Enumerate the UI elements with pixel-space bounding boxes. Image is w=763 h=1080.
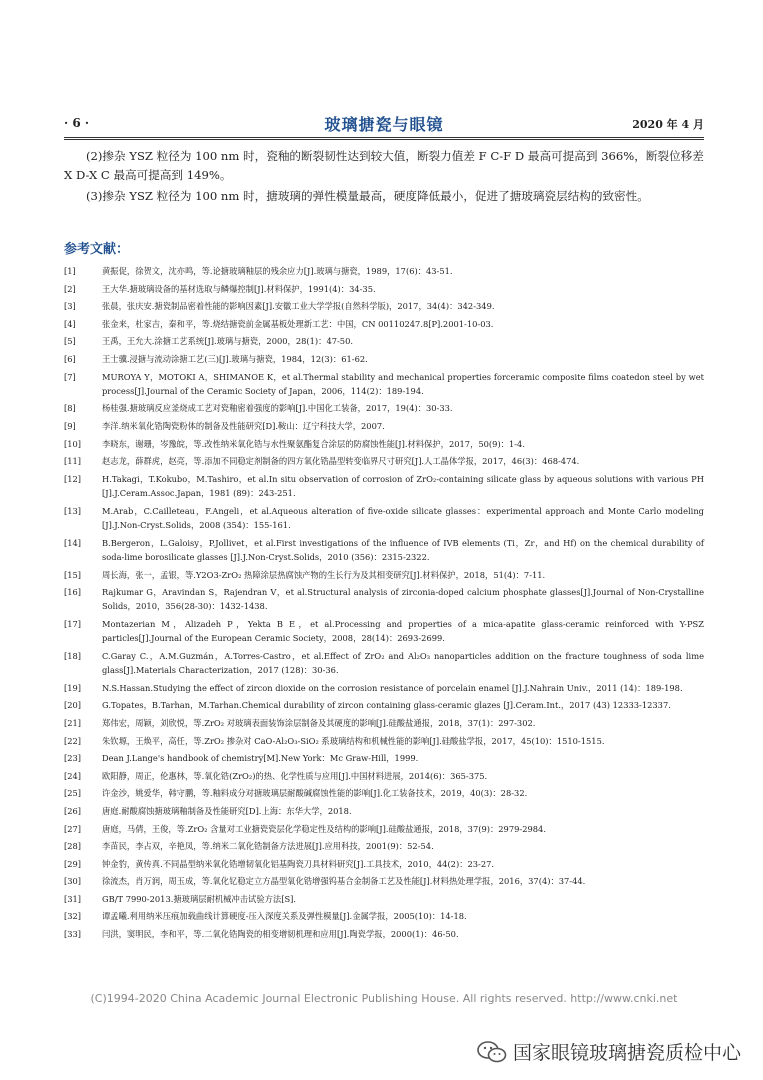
- reference-number: [8]: [64, 403, 76, 414]
- reference-text: Dean J.Lange's handbook of chemistry[M].New York：Mc Graw-Hill，1999.: [102, 753, 419, 764]
- reference-item: [64, 751, 704, 765]
- reference-number: [12]: [64, 473, 82, 484]
- reference-item: [64, 734, 704, 748]
- reference-text: N.S.Hassan.Studying the effect of zircon dioxide on the corrosion resistance of porcelain enamel [J].J.Nahrain Univ.，2011 (14)：189-198.: [102, 682, 683, 693]
- reference-item: [64, 892, 704, 906]
- reference-text: Rajkumar G，Aravindan S，Rajendran V，et al.Structural analysis of zirconia-doped calcium phosphate glasses[J].Journal of Non-Crystalline Solids，2010，356(28-30)：1432-1438.: [102, 587, 704, 612]
- reference-number: [23]: [64, 753, 82, 764]
- reference-text: 唐庭，马倩，王俊，等.ZrO₂ 含量对工业搪瓷瓷层化学稳定性及结构的影响[J].硅酸盐通报，2018，37(9)：2979-2984.: [102, 823, 546, 834]
- journal-title: 玻璃搪瓷与眼镜: [324, 115, 444, 134]
- reference-text: 王士骥.浸搪与流动涂搪工艺(三)[J].玻璃与搪瓷，1984，12(3)：61-62.: [102, 353, 368, 364]
- reference-text: 谭孟曦.利用纳米压痕加载曲线计算硬度-压入深度关系及弹性模量[J].金属学报，2005(10)：14-18.: [102, 911, 467, 922]
- reference-number: [33]: [64, 929, 82, 940]
- reference-item: [64, 617, 704, 646]
- reference-item: [64, 716, 704, 730]
- reference-item: [64, 264, 704, 278]
- wechat-icon: [477, 1041, 507, 1063]
- reference-text: 欧阳静，周正，伦惠林，等.氧化锆(ZrO₂)的热、化学性质与应用[J].中国材料进展，2014(6)：365-375.: [102, 770, 488, 781]
- reference-number: [5]: [64, 336, 76, 347]
- reference-item: [64, 317, 704, 331]
- reference-text: 王大华.搪玻璃设备的基材选取与鳞爆控制[J].材料保护，1991(4)：34-35.: [102, 283, 376, 294]
- reference-number: [30]: [64, 876, 82, 887]
- reference-number: [25]: [64, 788, 82, 799]
- reference-item: [64, 419, 704, 433]
- reference-item: [64, 536, 704, 565]
- reference-text: 李苗民，李占双，辛艳凤，等.纳米二氧化锆制备方法进展[J].应用科技，2001(9)：52-54.: [102, 841, 434, 852]
- reference-list: [64, 264, 704, 945]
- reference-text: 李晓东，谢珊，岑豫皖，等.改性纳米氧化锆与水性聚氨酯复合涂层的防腐蚀性能[J].材料保护，2017，50(9)：1-4.: [102, 438, 525, 449]
- conclusion-paragraph-2: (2)掺杂 YSZ 粒径为 100 nm 时，瓷釉的断裂韧性达到较大值，断裂力值差 F C-F D 最高可提高到 366%，断裂位移差 X D-X C 最高可提高到 149%。: [64, 149, 704, 182]
- reference-item: [64, 839, 704, 853]
- reference-text: 赵志龙，薛群虎，赵亮，等.添加不同稳定剂制备的四方氧化锆晶型转变临界尺寸研究[J].人工晶体学报，2017，46(3)：468-474.: [102, 456, 580, 467]
- reference-text: 王禹，王允大.涂搪工艺系统[J].玻璃与搪瓷，2000，28(1)：47-50.: [102, 336, 353, 347]
- reference-text: MUROYA Y，MOTOKI A，SHIMANOE K，et al.Thermal stability and mechanical properties forceramic composite films coatedon steel by wet process[J].Journal of the Ceramic Society of Japan，2006，114(2)：189-194.: [102, 371, 704, 396]
- reference-number: [31]: [64, 893, 82, 904]
- reference-item: [64, 786, 704, 800]
- reference-item: [64, 472, 704, 501]
- reference-number: [32]: [64, 911, 82, 922]
- reference-item: [64, 769, 704, 783]
- reference-number: [2]: [64, 283, 76, 294]
- reference-item: [64, 352, 704, 366]
- page-number: · 6 ·: [64, 116, 90, 130]
- reference-number: [15]: [64, 569, 82, 580]
- reference-number: [1]: [64, 266, 76, 276]
- reference-number: [11]: [64, 456, 82, 467]
- reference-number: [4]: [64, 318, 76, 329]
- reference-number: [3]: [64, 301, 76, 312]
- reference-item: [64, 568, 704, 582]
- reference-text: G.Topates，B.Tarhan，M.Tarhan.Chemical durability of zircon containing glass-ceramic glazes [J].Ceram.Int.，2017 (43) 12333-12337.: [102, 700, 671, 711]
- reference-item: [64, 698, 704, 712]
- reference-number: [22]: [64, 735, 82, 746]
- reference-text: 闫洪，窦明民，李和平，等.二氧化锆陶瓷的相变增韧机理和应用[J].陶瓷学报，2000(1)：46-50.: [102, 929, 459, 940]
- reference-number: [27]: [64, 823, 82, 834]
- reference-item: [64, 454, 704, 468]
- reference-item: [64, 370, 704, 399]
- reference-number: [24]: [64, 770, 82, 781]
- reference-text: C.Garay C.，A.M.Guzmán，A.Torres-Castro，et al.Effect of ZrO₂ and Al₂O₃ nanoparticles addition on the fracture toughness of soda lime glass[J].Materials Characterization，2017 (128)：30-36.: [102, 650, 704, 676]
- reference-text: M.Arab，C.Cailleteau，F.Angeli，et al.Aqueous alteration of five-oxide silicate glasses：experimental approach and Monte Carlo modeling [J].J.Non-Cryst.Solids，2008 (354)：155-161.: [102, 505, 704, 531]
- reference-number: [13]: [64, 505, 82, 516]
- reference-item: [64, 282, 704, 296]
- reference-text: 张金来，杜家吉，秦和平，等.烧结搪瓷前金属基板处理新工艺：中国，CN 00110247.8[P].2001-10-03.: [102, 318, 494, 329]
- reference-number: [29]: [64, 858, 82, 869]
- reference-text: 杨桂强.搪玻璃反应釜烧成工艺对瓷釉密着强度的影响[J].中国化工装备，2017，19(4)：30-33.: [102, 403, 453, 414]
- reference-number: [9]: [64, 421, 76, 432]
- reference-item: [64, 649, 704, 678]
- reference-item: [64, 334, 704, 348]
- reference-text: H.Takagi，T.Kokubo，M.Tashiro，et al.In situ observation of corrosion of ZrO₂-containing silicate glass by aqueous solutions with various PH [J].J.Ceram.Assoc.Japan，1981 (89)：243-251.: [102, 473, 704, 499]
- reference-item: [64, 437, 704, 451]
- reference-item: [64, 804, 704, 818]
- reference-text: B.Bergeron，L.Galoisy，P.Jollivet，et al.First investigations of the influence of IVB elements (Ti，Zr，and Hf) on the chemical durability of soda-lime borosilicate glasses [J].J.Non-Cryst.Solids，2010 (356)：2315-2322.: [102, 537, 704, 562]
- reference-text: 周长海，张一，孟银，等.Y2O3-ZrO₂ 热障涂层热腐蚀产物的生长行为及其相变研究[J].材料保护，2018，51(4)：7-11.: [102, 569, 546, 580]
- reference-number: [19]: [64, 682, 82, 693]
- reference-item: [64, 927, 704, 941]
- reference-number: [17]: [64, 618, 82, 629]
- reference-text: 张晨，张庆安.搪瓷制品密着性能的影响因素[J].安徽工业大学学报(自然科学版)，2017，34(4)：342-349.: [102, 301, 495, 312]
- reference-number: [26]: [64, 805, 82, 816]
- reference-item: [64, 857, 704, 871]
- reference-text: 徐流杰，肖万润，周玉成，等.氧化钇稳定立方晶型氧化锆增强钨基合金制备工艺及性能[J].材料热处理学报，2016，37(4)：37-44.: [102, 876, 586, 887]
- reference-item: [64, 874, 704, 888]
- reference-item: [64, 681, 704, 695]
- reference-text: 李洋.纳米氧化锆陶瓷粉体的制备及性能研究[D].鞍山：辽宁科技大学，2007.: [102, 421, 385, 432]
- reference-number: [21]: [64, 717, 82, 728]
- reference-text: 唐庭.耐酸腐蚀搪玻璃釉制备及性能研究[D].上海：东华大学，2018.: [102, 805, 352, 816]
- reference-number: [28]: [64, 841, 82, 852]
- reference-text: 许金沙，姚爱华，韩守鹏，等.釉料成分对搪玻璃层耐酸碱腐蚀性能的影响[J].化工装备技术，2019，40(3)：28-32.: [102, 788, 528, 799]
- reference-item: [64, 822, 704, 836]
- page-header: [64, 112, 704, 134]
- header-rule-thin: [64, 139, 704, 140]
- reference-text: 郑伟宏，周颖，刘欣悦，等.ZrO₂ 对玻璃表面装饰涂层制备及其硬度的影响[J].硅酸盐通报，2018，37(1)：297-302.: [102, 717, 536, 728]
- reference-number: [6]: [64, 353, 76, 364]
- reference-text: 钟金豹，黄传真.不同晶型纳米氧化锆增韧氧化铝基陶瓷刀具材料研究[J].工具技术，2010，44(2)：23-27.: [102, 858, 495, 869]
- reference-item: [64, 401, 704, 415]
- watermark: [477, 1038, 741, 1065]
- reference-item: [64, 585, 704, 614]
- reference-number: [14]: [64, 537, 82, 548]
- reference-item: [64, 909, 704, 923]
- reference-number: [7]: [64, 371, 76, 382]
- reference-text: Montazerian M，Alizadeh P，Yekta B E，et al.Processing and properties of a mica-apatite glass-ceramic reinforced with Y-PSZ particles[J].Journal of the European Ceramic Society，2008，28(14)：2693-2699.: [102, 618, 704, 644]
- reference-text: 朱钦塬，王焕平，高任，等.ZrO₂ 掺杂对 CaO-Al₂O₃-SiO₂ 系玻璃结构和机械性能的影响[J].硅酸盐学报，2017，45(10)：1510-1515.: [102, 735, 605, 746]
- reference-text: GB/T 7990-2013.搪玻璃层耐机械冲击试验方法[S].: [102, 893, 297, 904]
- reference-item: [64, 504, 704, 533]
- copyright-notice: (C)1994-2020 China Academic Journal Electronic Publishing House. All rights reserved. http://www.cnki.net: [90, 992, 678, 1005]
- header-rule: [64, 137, 704, 138]
- reference-item: [64, 299, 704, 313]
- body-conclusions: [64, 147, 704, 208]
- reference-number: [10]: [64, 438, 82, 449]
- issue-date: 2020 年 4 月: [632, 118, 704, 131]
- reference-number: [18]: [64, 650, 82, 661]
- conclusion-paragraph-3: (3)掺杂 YSZ 粒径为 100 nm 时，搪玻璃的弹性模量最高，硬度降低最小，促进了搪玻璃瓷层结构的致密性。: [86, 189, 649, 203]
- reference-text: 黄振促，徐贺文，沈亦鸣，等.论搪玻璃釉层的残余应力[J].玻璃与搪瓷，1989，17(6)：43-51.: [102, 266, 453, 276]
- reference-number: [20]: [64, 700, 82, 711]
- reference-number: [16]: [64, 587, 82, 598]
- watermark-text: 国家眼镜玻璃搪瓷质检中心: [512, 1042, 741, 1064]
- references-heading: 参考文献：: [64, 242, 130, 257]
